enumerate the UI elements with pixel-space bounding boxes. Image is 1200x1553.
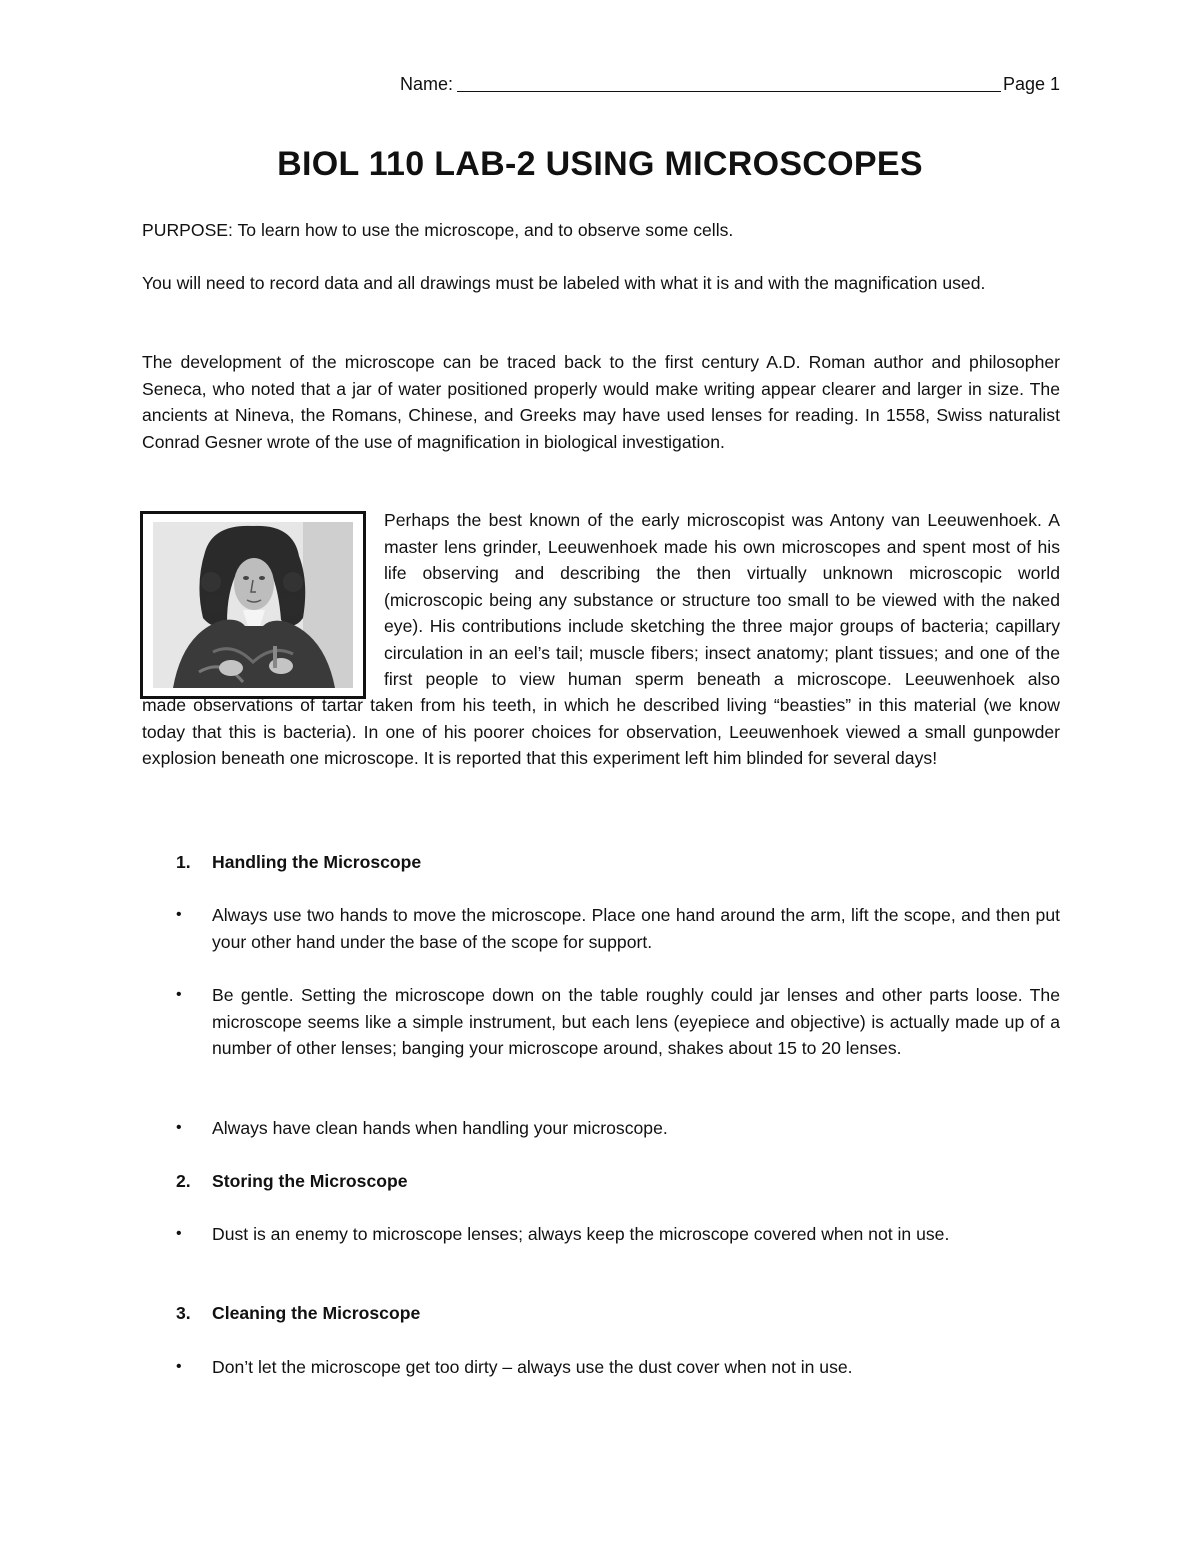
bullet-icon: • xyxy=(176,906,182,923)
bullet-text: Be gentle. Setting the microscope down on the table roughly could jar lenses and other parts loose. The microscope seems like a simple instrument, but each lens (eyepiece and objective) is actually made up of a number of other lenses; banging your microscope around, shakes about 15 to 20 lenses. xyxy=(212,985,1060,1058)
section-heading-cleaning xyxy=(176,1300,420,1327)
section-title: Handling the Microscope xyxy=(212,852,422,872)
section-number: 2. xyxy=(176,1171,191,1191)
leeuwenhoek-paragraph-continued: made observations of tartar taken from his teeth, in which he described living “beasties” in this material (we know today that this is bacteria). In one of his poorer choices for observation, Leeuwenhoek viewed a small gunpowder explosion beneath one microscope. It is reported that this experiment left him blinded for several days! xyxy=(142,695,1060,768)
list-item xyxy=(176,982,1060,1062)
bullet-text: Always have clean hands when handling your microscope. xyxy=(212,1118,668,1138)
leeuwenhoek-portrait-frame xyxy=(140,511,366,699)
list-item xyxy=(176,1354,1060,1381)
history-paragraph: The development of the microscope can be traced back to the first century A.D. Roman author and philosopher Seneca, who noted that a jar of water positioned properly would make writing appear clearer and larger in size. The ancients at Nineva, the Romans, Chinese, and Greeks may have used lenses for reading. In 1558, Swiss naturalist Conrad Gesner wrote of the use of magnification in biological investigation. xyxy=(142,352,1060,452)
section-title: Storing the Microscope xyxy=(212,1171,408,1191)
list-item xyxy=(176,1221,1060,1248)
list-item xyxy=(176,902,1060,955)
section-heading-storing xyxy=(176,1168,408,1195)
bullet-text: Dust is an enemy to microscope lenses; always keep the microscope covered when not in use. xyxy=(212,1224,950,1244)
leeuwenhoek-paragraph-wrapped: Perhaps the best known of the early microscopist was Antony van Leeuwenhoek. A master lens grinder, Leeuwenhoek made his own microscopes and spent most of his life observing and describing the then virtually unknown microscopic world (microscopic being any substance or structure too small to be viewed with the naked eye). His contributions include sketching the three major groups of bacteria; capillary circulation in an eel’s tail; muscle fibers; insect anatomy; plant tissues; and one of the first people to view human sperm beneath a microscope. Leeuwenhoek also xyxy=(384,510,1060,689)
page-number: Page 1 xyxy=(1002,74,1060,94)
name-blank-line xyxy=(457,73,1001,92)
section-title: Cleaning the Microscope xyxy=(212,1303,421,1323)
purpose-statement: PURPOSE: To learn how to use the microscope, and to observe some cells. xyxy=(142,220,734,240)
page-header xyxy=(400,72,1060,96)
page-title: BIOL 110 LAB-2 USING MICROSCOPES xyxy=(277,145,923,183)
record-note: You will need to record data and all drawings must be labeled with what it is and with the magnification used. xyxy=(142,273,986,293)
section-number: 3. xyxy=(176,1303,191,1323)
bullet-text: Always use two hands to move the microscope. Place one hand around the arm, lift the scope, and then put your other hand under the base of the scope for support. xyxy=(212,905,1060,952)
bullet-icon: • xyxy=(176,1119,182,1136)
section-number: 1. xyxy=(176,852,191,872)
bullet-text: Don’t let the microscope get too dirty – always use the dust cover when not in use. xyxy=(212,1357,853,1377)
list-item xyxy=(176,1115,1060,1142)
section-heading-handling xyxy=(176,849,421,876)
bullet-icon: • xyxy=(176,986,182,1003)
leeuwenhoek-portrait-icon xyxy=(153,522,353,688)
name-label: Name: xyxy=(400,74,454,94)
bullet-icon: • xyxy=(176,1225,182,1242)
bullet-icon: • xyxy=(176,1358,182,1375)
